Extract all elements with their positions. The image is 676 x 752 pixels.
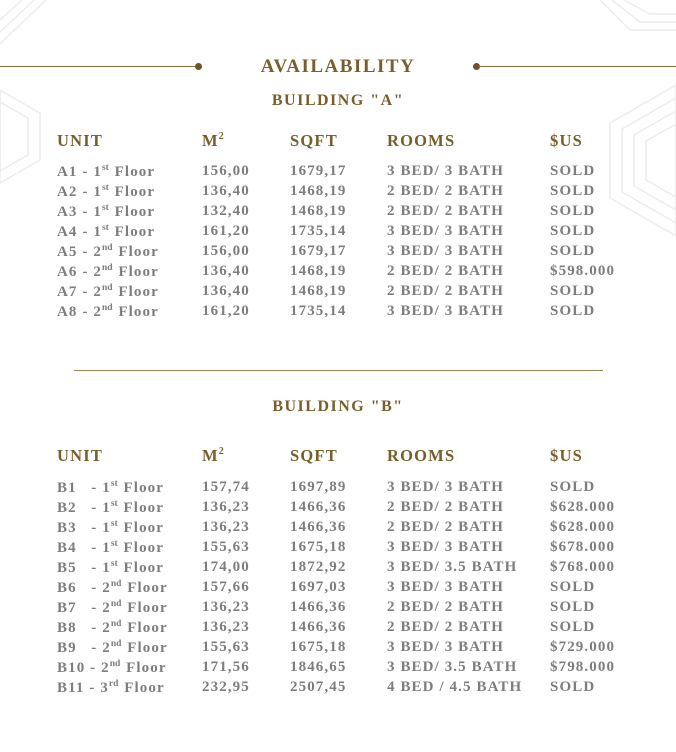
m2-header-base: M	[202, 131, 219, 150]
table-row	[0, 659, 676, 679]
sqft-column-header: SQFT	[290, 446, 338, 465]
table-row	[0, 599, 676, 619]
unit-cell	[57, 679, 165, 697]
price-cell: SOLD	[550, 679, 596, 695]
floor-label: Floor	[113, 264, 159, 280]
table-row	[0, 679, 676, 699]
sqft-cell: 1735,14	[290, 303, 347, 319]
floor-label: Floor	[109, 224, 156, 240]
rooms-cell: 3 BED/ 3 BATH	[387, 223, 504, 239]
sqft-cell: 1872,92	[290, 559, 347, 575]
rooms-column-header: ROOMS	[387, 131, 456, 150]
floor-label: Floor	[118, 500, 165, 516]
unit-label: B7 - 2	[57, 600, 111, 616]
unit-label: B6 - 2	[57, 580, 111, 596]
price-cell: $798.000	[550, 659, 616, 675]
unit-label: B1 - 1	[57, 480, 111, 496]
price-cell: SOLD	[550, 223, 596, 239]
sqft-cell: 1468,19	[290, 263, 347, 279]
unit-cell	[57, 283, 159, 301]
floor-ordinal: nd	[110, 639, 122, 649]
rooms-cell: 3 BED/ 3 BATH	[387, 303, 504, 319]
m2-cell: 155,63	[202, 539, 250, 555]
table-row	[0, 479, 676, 499]
unit-cell	[57, 539, 164, 557]
price-column-header: $US	[550, 446, 583, 465]
m2-column-header	[202, 446, 224, 466]
floor-ordinal: nd	[101, 303, 113, 313]
floor-ordinal: nd	[101, 263, 113, 273]
rooms-cell: 2 BED/ 2 BATH	[387, 203, 504, 219]
price-cell: SOLD	[550, 619, 596, 635]
rooms-column-header: ROOMS	[387, 446, 456, 465]
price-cell: $628.000	[550, 519, 616, 535]
sqft-cell: 1466,36	[290, 519, 347, 535]
rooms-cell: 3 BED/ 3.5 BATH	[387, 559, 518, 575]
price-cell: SOLD	[550, 303, 596, 319]
floor-label: Floor	[122, 640, 168, 656]
table-row	[0, 519, 676, 539]
table-row	[0, 303, 676, 323]
sqft-cell: 1675,18	[290, 639, 347, 655]
price-cell: SOLD	[550, 243, 596, 259]
price-cell: $598.000	[550, 263, 616, 279]
floor-label: Floor	[122, 600, 168, 616]
m2-column-header	[202, 131, 224, 151]
rooms-cell: 3 BED/ 3 BATH	[387, 539, 504, 555]
section-divider	[74, 370, 603, 371]
table-row	[0, 183, 676, 203]
floor-ordinal: st	[110, 559, 118, 569]
table-row	[0, 639, 676, 659]
rooms-cell: 3 BED/ 3 BATH	[387, 639, 504, 655]
price-cell: $768.000	[550, 559, 616, 575]
floor-label: Floor	[118, 480, 165, 496]
rooms-cell: 2 BED/ 2 BATH	[387, 283, 504, 299]
price-cell: SOLD	[550, 479, 596, 495]
table-row	[0, 539, 676, 559]
unit-cell	[57, 639, 168, 657]
unit-cell	[57, 223, 155, 241]
m2-cell: 136,23	[202, 519, 250, 535]
floor-label: Floor	[109, 204, 156, 220]
floor-label: Floor	[113, 244, 159, 260]
floor-label: Floor	[109, 184, 156, 200]
rooms-cell: 3 BED/ 3 BATH	[387, 479, 504, 495]
unit-label: A2 - 1	[57, 184, 102, 200]
unit-label: A8 - 2	[57, 304, 102, 320]
floor-label: Floor	[113, 284, 159, 300]
unit-cell	[57, 599, 168, 617]
price-cell: SOLD	[550, 579, 596, 595]
floor-ordinal: st	[110, 519, 118, 529]
unit-label: B11 - 3	[57, 680, 109, 696]
sqft-cell: 1846,65	[290, 659, 347, 675]
price-cell: SOLD	[550, 163, 596, 179]
floor-ordinal: st	[101, 183, 109, 193]
floor-label: Floor	[121, 660, 167, 676]
m2-cell: 157,66	[202, 579, 250, 595]
unit-column-header: UNIT	[57, 446, 104, 465]
floor-label: Floor	[122, 580, 168, 596]
floor-ordinal: nd	[101, 243, 113, 253]
floor-label: Floor	[109, 164, 156, 180]
price-cell: SOLD	[550, 283, 596, 299]
m2-cell: 136,23	[202, 599, 250, 615]
rooms-cell: 2 BED/ 2 BATH	[387, 619, 504, 635]
table-row	[0, 263, 676, 283]
rooms-cell: 4 BED / 4.5 BATH	[387, 679, 523, 695]
title-right-line	[478, 66, 676, 67]
unit-cell	[57, 203, 155, 221]
floor-label: Floor	[122, 620, 168, 636]
rooms-cell: 2 BED/ 2 BATH	[387, 599, 504, 615]
floor-label: Floor	[118, 540, 165, 556]
unit-cell	[57, 619, 168, 637]
floor-ordinal: nd	[110, 599, 122, 609]
table-row	[0, 559, 676, 579]
unit-label: A7 - 2	[57, 284, 102, 300]
sqft-cell: 1468,19	[290, 203, 347, 219]
building-b-title: BUILDING "B"	[272, 398, 404, 415]
m2-cell: 136,23	[202, 619, 250, 635]
rooms-cell: 3 BED/ 3 BATH	[387, 163, 504, 179]
sqft-column-header: SQFT	[290, 131, 338, 150]
sqft-cell: 1697,89	[290, 479, 347, 495]
floor-ordinal: rd	[108, 679, 119, 689]
floor-ordinal: st	[110, 479, 118, 489]
sqft-cell: 1468,19	[290, 183, 347, 199]
rooms-cell: 2 BED/ 2 BATH	[387, 263, 504, 279]
unit-label: B4 - 1	[57, 540, 111, 556]
m2-cell: 161,20	[202, 303, 250, 319]
floor-ordinal: st	[110, 499, 118, 509]
m2-cell: 171,56	[202, 659, 250, 675]
rooms-cell: 2 BED/ 2 BATH	[387, 499, 504, 515]
sqft-cell: 1679,17	[290, 163, 347, 179]
floor-label: Floor	[118, 520, 165, 536]
m2-cell: 132,40	[202, 203, 250, 219]
m2-cell: 136,40	[202, 183, 250, 199]
sqft-cell: 1466,36	[290, 619, 347, 635]
table-row	[0, 223, 676, 243]
unit-column-header: UNIT	[57, 131, 104, 150]
floor-ordinal: st	[101, 203, 109, 213]
unit-label: B10 - 2	[57, 660, 110, 676]
floor-ordinal: nd	[110, 619, 122, 629]
m2-cell: 136,23	[202, 499, 250, 515]
m2-cell: 156,00	[202, 163, 250, 179]
floor-label: Floor	[119, 680, 165, 696]
table-row	[0, 499, 676, 519]
m2-header-exponent: 2	[218, 131, 224, 142]
unit-cell	[57, 243, 159, 261]
unit-label: B8 - 2	[57, 620, 111, 636]
unit-label: A1 - 1	[57, 164, 102, 180]
unit-cell	[57, 559, 164, 577]
unit-cell	[57, 263, 159, 281]
sqft-cell: 1735,14	[290, 223, 347, 239]
page-title: AVAILABILITY	[260, 56, 416, 77]
m2-cell: 232,95	[202, 679, 250, 695]
unit-cell	[57, 183, 155, 201]
floor-ordinal: st	[101, 223, 109, 233]
table-row	[0, 619, 676, 639]
rooms-cell: 2 BED/ 2 BATH	[387, 183, 504, 199]
price-column-header: $US	[550, 131, 583, 150]
sqft-cell: 1675,18	[290, 539, 347, 555]
table-row	[0, 203, 676, 223]
building-a-title: BUILDING "A"	[271, 92, 405, 109]
price-cell: $729.000	[550, 639, 616, 655]
floor-ordinal: st	[110, 539, 118, 549]
m2-cell: 136,40	[202, 283, 250, 299]
floor-ordinal: st	[101, 163, 109, 173]
sqft-cell: 1697,03	[290, 579, 347, 595]
price-cell: SOLD	[550, 599, 596, 615]
sqft-cell: 1468,19	[290, 283, 347, 299]
unit-label: A5 - 2	[57, 244, 102, 260]
unit-cell	[57, 303, 159, 321]
m2-cell: 174,00	[202, 559, 250, 575]
unit-cell	[57, 479, 164, 497]
floor-label: Floor	[118, 560, 165, 576]
price-cell: SOLD	[550, 203, 596, 219]
table-row	[0, 283, 676, 303]
unit-cell	[57, 163, 155, 181]
unit-cell	[57, 659, 167, 677]
unit-label: B2 - 1	[57, 500, 111, 516]
m2-cell: 155,63	[202, 639, 250, 655]
price-cell: SOLD	[550, 183, 596, 199]
rooms-cell: 2 BED/ 2 BATH	[387, 519, 504, 535]
rooms-cell: 3 BED/ 3 BATH	[387, 579, 504, 595]
rooms-cell: 3 BED/ 3 BATH	[387, 243, 504, 259]
m2-header-base: M	[202, 446, 219, 465]
sqft-cell: 2507,45	[290, 679, 347, 695]
unit-label: B9 - 2	[57, 640, 111, 656]
unit-cell	[57, 579, 168, 597]
unit-label: A3 - 1	[57, 204, 102, 220]
m2-cell: 136,40	[202, 263, 250, 279]
floor-ordinal: nd	[109, 659, 121, 669]
sqft-cell: 1679,17	[290, 243, 347, 259]
m2-header-exponent: 2	[218, 446, 224, 457]
m2-cell: 161,20	[202, 223, 250, 239]
floor-ordinal: nd	[110, 579, 122, 589]
m2-cell: 157,74	[202, 479, 250, 495]
unit-label: A4 - 1	[57, 224, 102, 240]
unit-label: B3 - 1	[57, 520, 111, 536]
table-row	[0, 579, 676, 599]
table-row	[0, 243, 676, 263]
m2-cell: 156,00	[202, 243, 250, 259]
rooms-cell: 3 BED/ 3.5 BATH	[387, 659, 518, 675]
sqft-cell: 1466,36	[290, 599, 347, 615]
floor-label: Floor	[113, 304, 159, 320]
table-row	[0, 163, 676, 183]
unit-cell	[57, 499, 164, 517]
floor-ordinal: nd	[101, 283, 113, 293]
sqft-cell: 1466,36	[290, 499, 347, 515]
unit-label: A6 - 2	[57, 264, 102, 280]
unit-cell	[57, 519, 164, 537]
price-cell: $628.000	[550, 499, 616, 515]
unit-label: B5 - 1	[57, 560, 111, 576]
price-cell: $678.000	[550, 539, 616, 555]
